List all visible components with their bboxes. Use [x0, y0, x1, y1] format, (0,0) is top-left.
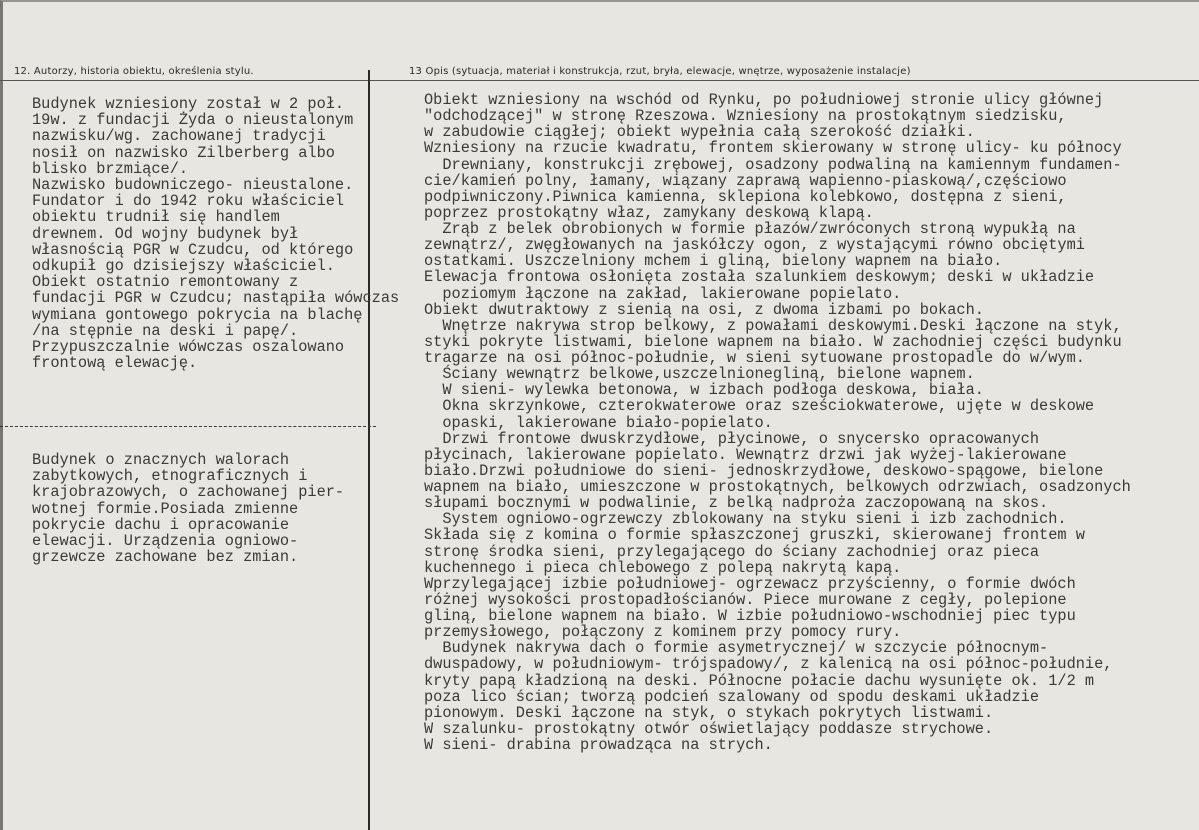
- header-rule: [0, 80, 1199, 81]
- author-history-text: Budynek wzniesiony został w 2 poł. 19w. z fundacji Żyda o nieustalonym nazwisku/wg. zachowanej tradycji nosił on nazwisko Zilberberg albo blisko brzmiące/. Nazwisko budowniczego- nieustalone. Fundator i do 1942 roku właściciel obiektu trudnił się handlem drewnem. Od wojny budynek był własnością PGR w Czudcu, od którego odkupił go dzisiejszy właściciel. Obiekt ostatnio remontowany z fundacji PGR w Czudcu; nastąpiła wówczas wymiana gontowego pokrycia na blachę /na stępnie na deski i papę/. Przypuszczalnie wówczas oszalowano frontową elewację.: [32, 95, 400, 373]
- section-13-header: 13 Opis (sytuacja, materiał i konstrukcja, rzut, bryła, elewacje, wnętrze, wyposażenie instalacje): [409, 66, 911, 77]
- dashed-separator: [0, 426, 376, 427]
- style-assessment-text: Budynek o znacznych walorach zabytkowych, etnograficznych i krajobrazowych, o zachowanej pier- wotnej formie.Posiada zmienne pokrycie dachu i opracowanie elewacji. Urządzenia ogniowo- grzewcze zachowane bez zmian.: [32, 451, 345, 567]
- section-12-header: 12. Autorzy, historia obiektu, określenia stylu.: [14, 66, 254, 77]
- object-description-text: Obiekt wzniesiony na wschód od Rynku, po południowej stronie ulicy głównej "odchodzącej" w stronę Rzeszowa. Wzniesiony na prostokątnym siedzisku, w zabudowie ciągłej; obiekt wypełnia całą szerokość działki. Wzniesiony na rzucie kwadratu, frontem skierowany w stronę ulicy- ku północy Drewniany, konstrukcji zrębowej, osadzony podwaliną na kamiennym fundamen- cie/kamień polny, łamany, wiązany zaprawą wapienno-piaskową/,częściowo podpiwniczony.Piwnica kamienna, sklepiona kolebkowo, dostępna z sieni, poprzez prostokątny właz, zamykany deskową klapą. Zrąb z belek obrobionych w formie płazów/zwróconych stroną wypukłą na zewnątrz/, zwęgłowanych na jaskółczy ogon, z wystającymi równo obciętymi ostatkami. Uszczelniony mchem i gliną, bielony wapnem na biało. Elewacja frontowa osłonięta została szalunkiem deskowym; deski w układzie poziomym łączone na zakład, lakierowane popielato. Obiekt dwutraktowy z sienią na osi, z dwoma izbami po bokach. Wnętrze nakrywa strop belkowy, z powałami deskowymi.Deski łączone na styk, styki pokryte listwami, bielone wapnem na biało. W zachodniej części budynku tragarze na osi północ-południe, w sieni sytuowane prostopadle do w/wym. Ściany wewnątrz belkowe,uszczelnionegliną, bielone wapnem. W sieni- wylewka betonowa, w izbach podłoga deskowa, biała. Okna skrzynkowe, czterokwaterowe oraz sześciokwaterowe, ujęte w deskowe opaski, lakierowane biało-popielato. Drzwi frontowe dwuskrzydłowe, płycinowe, o snycersko opracowanych płycinach, lakierowane popielato. Wewnątrz drzwi jak wyżej-lakierowane biało.Drzwi południowe do sieni- jednoskrzydłowe, deskowo-spągowe, bielone wapnem na biało, umieszczone w prostokątnych, belkowych odrzwiach, osadzonych słupami bocznymi w podwalinie, z belką nadproża zaczopowaną na skos. System ogniowo-ogrzewczy zblokowany na styku sieni i izb zachodnich. Składa się z komina o formie spłaszczonej gruszki, skierowanej frontem w stronę środka sieni, przylegającego do ściany zachodniej oraz pieca kuchennego i pieca chlebowego z polepą nakrytą kapą. Wprzylegającej izbie południowej- ogrzewacz przyścienny, o formie dwóch różnej wysokości prostopadłościanów. Piece murowane z cegły, polepione gliną, bielone wapnem na biało. W izbie południowo-wschodniej piec typu przemysłowego, połączony z kominem przy pomocy rury. Budynek nakrywa dach o formie asymetrycznej/ w szczycie północnym- dwuspadowy, w południowym- trójspadowy/, z kalenicą na osi północ-południe, kryty papą kładzioną na deski. Północne połacie dachu wysunięte ok. 1/2 m poza lico ścian; tworzą podcień szalowany od spodu deskami układzie pionowym. Deski łączone na styk, o stykach pokrytych listwami. W szalunku- prostokątny otwór oświetlający poddasze strychowe. W sieni- drabina prowadząca na strych.: [424, 91, 1131, 754]
